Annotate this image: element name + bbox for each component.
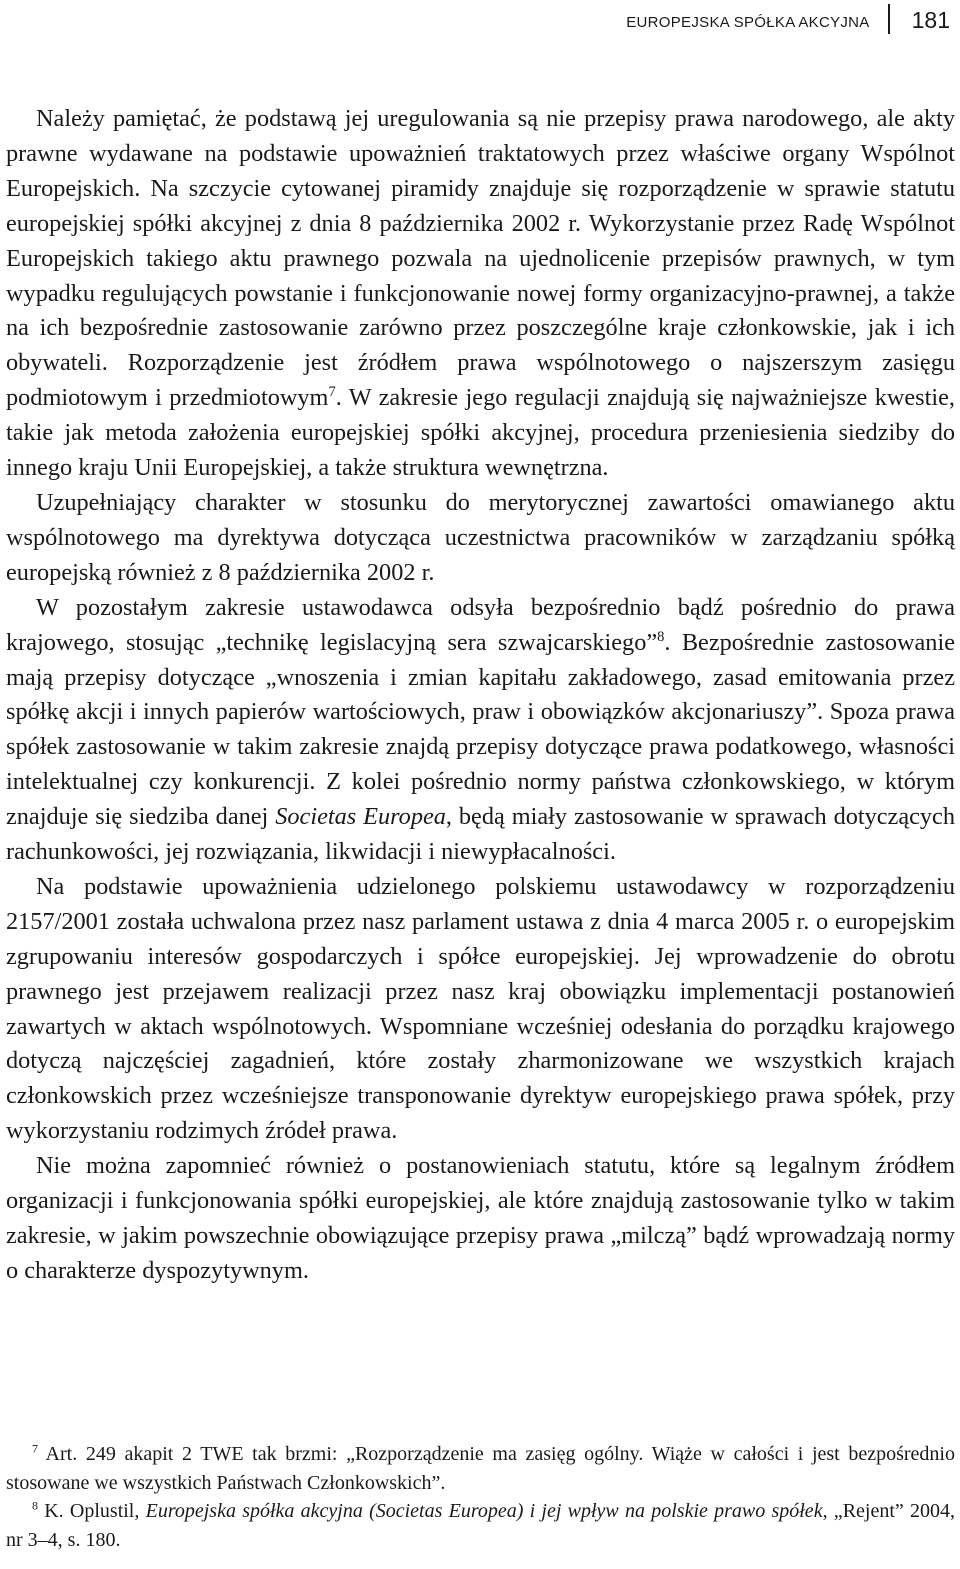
footnotes (6, 1440, 955, 1554)
paragraph-3 (6, 591, 955, 870)
main-text (6, 102, 955, 1289)
page-number: 181 (911, 6, 950, 33)
paragraph-3-text-c: , będą miały zastosowanie w sprawach dotyczących rachunkowości, jej rozwiązania, likwidacji i niewypłacalności. (6, 803, 955, 866)
paragraph-1-end: . W zakresie jego regulacji znajdują się najważniejsze kwestie, takie jak metoda założenia europejskiej spółki akcyjnej, procedura przeniesienia siedziby do innego kraju Unii Europejskiej, a także struktura wewnętrzna. (6, 384, 955, 482)
header-divider (888, 4, 890, 34)
footnote-7-text: Art. 249 akapit 2 TWE tak brzmi: „Rozporządzenie ma zasięg ogólny. Wiąże w całości i jest bezpośrednio stosowane we wszystkich Państwach Członkowskich”. (6, 1443, 955, 1494)
footnote-7-mark: 7 (32, 1441, 38, 1456)
paragraph-2: Uzupełniający charakter w stosunku do merytorycznej zawartości omawianego aktu wspólnotowego ma dyrektywa dotycząca uczestnictwa pracowników w zarządzaniu spółką europejską również z 8 października 2002 r. (6, 488, 955, 586)
footnote-7 (6, 1440, 955, 1497)
paragraph-1 (6, 102, 955, 486)
footnote-8-text-b: , „Rejent” 2004, nr 3–4, s. 180. (6, 1500, 956, 1551)
footnote-8 (6, 1497, 955, 1554)
footnote-ref-8: 8 (657, 628, 665, 645)
footnote-8-italic: Europejska spółka akcyjna (Societas Europea) i jej wpływ na polskie prawo spółek (145, 1500, 823, 1523)
footnote-8-text-a: K. Oplustil, (38, 1500, 146, 1523)
paragraph-3-text-a: W pozostałym zakresie ustawodawca odsyła bezpośrednio bądź pośrednio do prawa krajowego, stosując „technikę legislacyjną sera szwajcarskiego” (6, 593, 955, 656)
footnote-8-mark: 8 (32, 1498, 38, 1513)
paragraph-4: Na podstawie upoważnienia udzielonego polskiemu ustawodawcy w rozporządzeniu 2157/2001 została uchwalona przez nasz parlament ustawa z dnia 4 marca 2005 r. o europejskim zgrupowaniu interesów gospodarczych i spółce europejskiej. Jej wprowadzenie do obrotu prawnego jest przejawem realizacji przez nasz kraj obowiązku implementacji postanowień zawartych w aktach wspólnotowych. Wspomniane wcześniej odesłania do porządku krajowego dotyczą najczęściej zagadnień, które zostały zharmonizowane we wszystkich krajach członkowskich przez wcześniejsze transponowanie dyrektyw europejskiego prawa spółek, przy wykorzystaniu rodzimych źródeł prawa. (6, 872, 955, 1145)
paragraph-1-text: Należy pamiętać, że podstawą jej uregulowania są nie przepisy prawa narodowego, ale akty prawne wydawane na podstawie upoważnień traktatowych przez właściwe organy Wspólnot Europejskich. Na szczycie cytowanej piramidy znajduje się rozporządzenie w sprawie statutu europejskiej spółki akcyjnej z dnia 8 października 2002 r. Wykorzystanie przez Radę Wspólnot Europejskich takiego aktu prawnego pozwala na ujednolicenie przepisów prawnych, w tym wypadku regulujących powstanie i funkcjonowanie nowej formy organizacyjno-prawnej, a także na ich bezpośrednie zastosowanie zarówno przez poszczególne kraje członkowskie, jak i ich obywateli. Rozporządzenie jest źródłem prawa wspólnotowego o najszerszym zasięgu podmiotowym i przedmiotowym (6, 105, 955, 412)
paragraph-3-text-b: . Bezpośrednie zastosowanie mają przepisy dotyczące „wnoszenia i zmian kapitału zakładowego, zasad emitowania przez spółkę akcji i innych papierów wartościowych, praw i obowiązków akcjonariuszy”. Spoza prawa spółek zastosowanie w takim zakresie znajdą przepisy dotyczące prawa podatkowego, własności intelektualnej czy konkurencji. Z kolei pośrednio normy państwa członkowskiego, w którym znajduje się siedziba danej (6, 628, 955, 831)
paragraph-3-italic: Societas Europea (275, 803, 446, 831)
footnote-ref-7: 7 (328, 384, 336, 401)
paragraph-5: Nie można zapomnieć również o postanowieniach statutu, które są legalnym źródłem organizacji i funkcjonowania spółki europejskiej, ale które znajdują zastosowanie tylko w takim zakresie, w jakim powszechnie obowiązujące przepisy prawa „milczą” bądź wprowadzają normy o charakterze dyspozytywnym. (6, 1152, 955, 1284)
running-header (626, 4, 950, 34)
running-title: EUROPEJSKA SPÓŁKA AKCYJNA (626, 13, 870, 31)
